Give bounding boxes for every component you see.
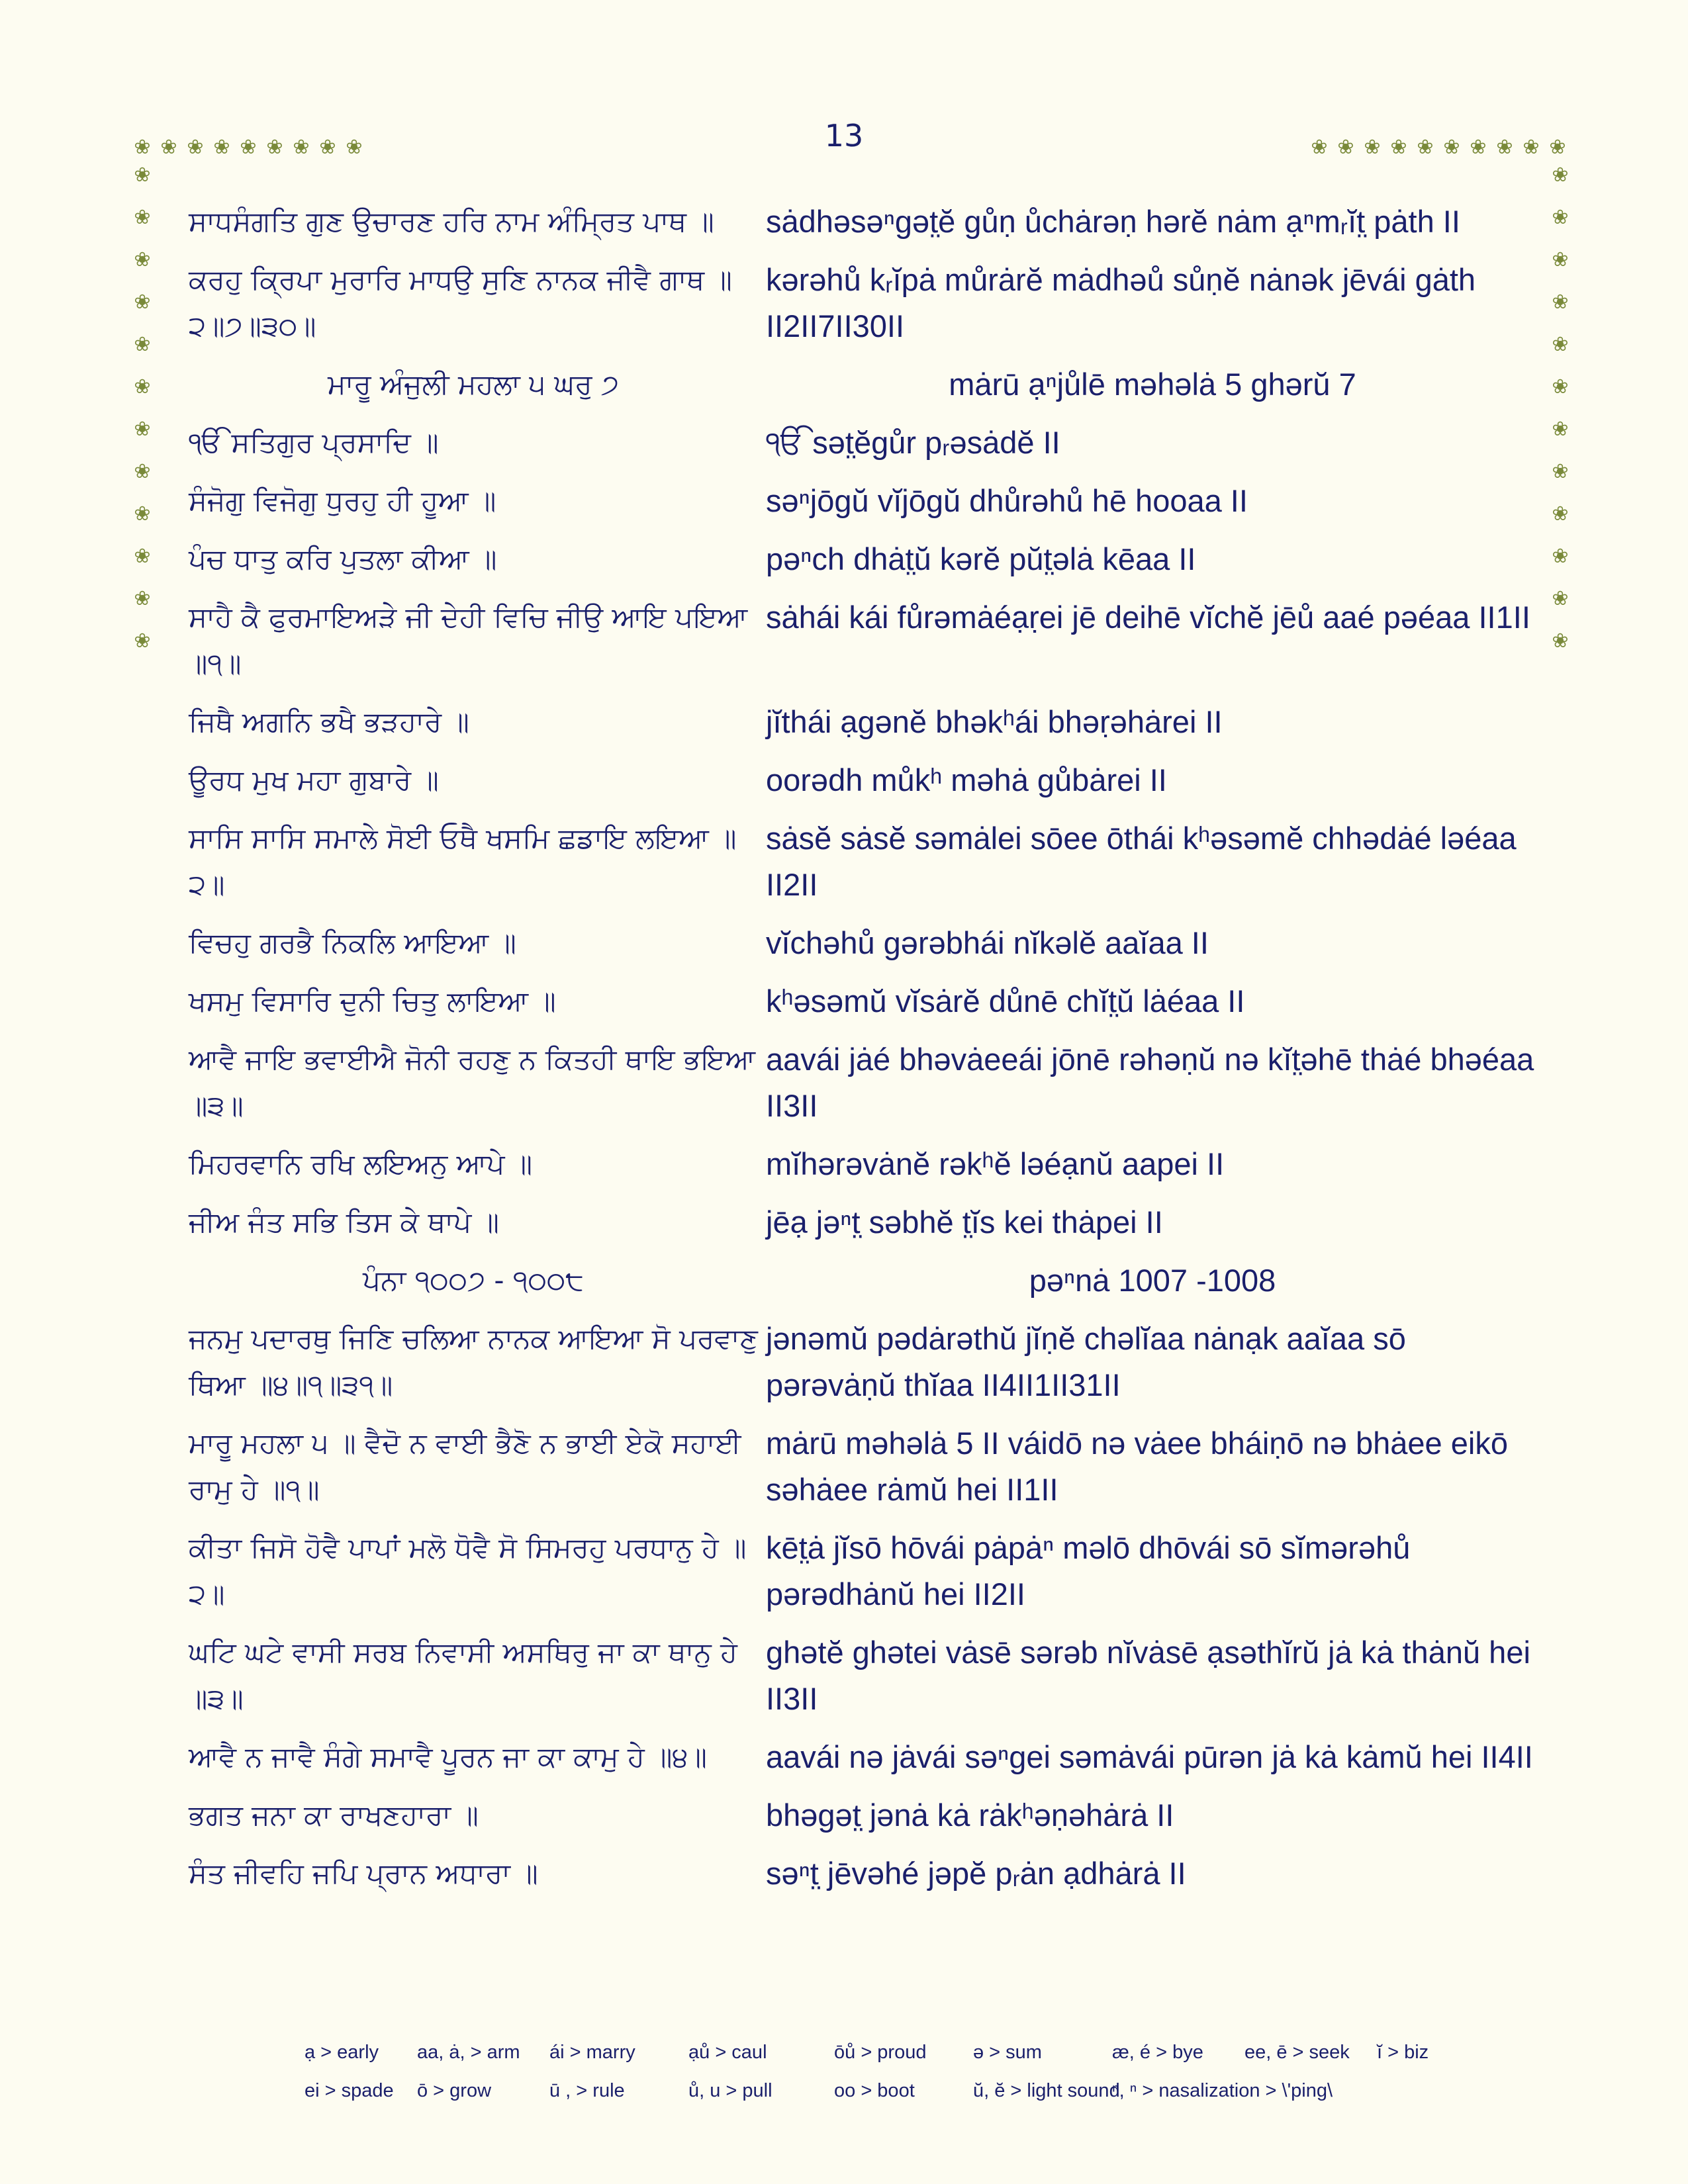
gurmukhi-text: ਆਵੈ ਜਾਇ ਭਵਾਈਐ ਜੋਨੀ ਰਹਣੁ ਨ ਕਿਤਹੀ ਥਾਇ ਭਇਆ ॥੩॥: [189, 1043, 756, 1122]
flower-icon: ❀: [1552, 629, 1569, 653]
gurmukhi-text: ਘਟਿ ਘਟੇ ਵਾਸੀ ਸਰਬ ਨਿਵਾਸੀ ਅਸਥਿਰੁ ਜਾ ਕਾ ਥਾਨੁ ਹੇ ॥੩॥: [189, 1636, 737, 1715]
verse-row: [189, 699, 1539, 745]
flower-icon: ❀: [1552, 460, 1569, 483]
flower-icon: ❀: [1549, 136, 1566, 159]
gurmukhi-text: ਸੰਜੋਗੁ ਵਿਜੋਗੁ ਧੁਰਹੁ ਹੀ ਹੂਆ ॥: [189, 484, 496, 517]
flower-icon: ❀: [1496, 136, 1513, 159]
flower-icon: ❀: [319, 136, 336, 159]
flower-icon: ❀: [1552, 418, 1569, 441]
flower-icon: ❀: [134, 248, 151, 271]
verse-row: [189, 757, 1539, 803]
flower-icon: ❀: [134, 629, 151, 653]
transliteration-text: mĭhərəvȧnĕ rəkʰĕ ləéạnŭ aapei II: [766, 1146, 1225, 1181]
flower-icon: ❀: [1390, 136, 1407, 159]
gurmukhi-text: ੴ ਸਤਿਗੁਰ ਪ੍ਰਸਾਦਿ ॥: [189, 426, 439, 459]
flower-icon: ❀: [1364, 136, 1381, 159]
key-item: ái > marry: [549, 2042, 635, 2063]
gurmukhi-text: ਮਾਰੂ ਮਹਲਾ ੫ ॥ ਵੈਦੋ ਨ ਵਾਈ ਭੈਣੋ ਨ ਭਾਈ ਏਕੋ ਸਹਾਈ ਰਾਮੁ ਹੇ ॥੧॥: [189, 1427, 741, 1506]
flower-icon: ❀: [1417, 136, 1434, 159]
key-item: ĭ > biz: [1377, 2042, 1429, 2063]
transliteration-text: kərəhů kᵣĭpȧ můrȧrĕ mȧdhəů sůṇĕ nȧnək jēvái gȧth II2II7II30II: [766, 262, 1476, 343]
verse-row: [189, 420, 1539, 466]
transliteration-text: pəⁿch dhȧt̤ŭ kərĕ pŭt̤əlȧ kēaa II: [766, 541, 1196, 576]
flower-icon: ❀: [293, 136, 310, 159]
key-row: [305, 2080, 1496, 2118]
flower-icon: ❀: [346, 136, 363, 159]
key-item: ŭ, ĕ > light sound: [973, 2080, 1120, 2101]
verse-row: [189, 1525, 1539, 1617]
verse-row: [189, 1734, 1539, 1780]
verse-row: [189, 478, 1539, 524]
flower-icon: ❀: [134, 206, 151, 229]
transliteration-text: sȧdhəsəⁿgət̤ĕ gůṇ ůchȧrəṇ hərĕ nȧm ạⁿmᵣĭt̤ pȧth II: [766, 204, 1460, 239]
key-item: ạů > caul: [688, 2042, 767, 2063]
gurmukhi-text: ਕੀਤਾ ਜਿਸੋ ਹੋਵੈ ਪਾਪਾਂ ਮਲੋ ਧੋਵੈ ਸੋ ਸਿਮਰਹੁ ਪਰਧਾਨੁ ਹੇ ॥੨॥: [189, 1531, 747, 1610]
gurmukhi-text: ਸਾਹੈ ਕੈ ਫੁਰਮਾਇਅੜੇ ਜੀ ਦੇਹੀ ਵਿਚਿ ਜੀਉ ਆਇ ਪਇਆ ॥੧॥: [189, 601, 748, 680]
verse-row: [189, 920, 1539, 966]
gurmukhi-text: ਸਾਧਸੰਗਤਿ ਗੁਣ ਉਚਾਰਣ ਹਰਿ ਨਾਮ ਅੰਮ੍ਰਿਤ ਪਾਥ ॥: [189, 205, 714, 238]
flower-icon: ❀: [134, 545, 151, 568]
transliteration-text: jĭthái ạgənĕ bhəkʰái bhəṛəhȧrei II: [766, 704, 1223, 739]
transliteration-text: aavái nə jȧvái səⁿgei səmȧvái pūrən jȧ kȧ kȧmŭ hei II4II: [766, 1739, 1533, 1774]
verse-row: [189, 1036, 1539, 1129]
flower-icon: ❀: [1443, 136, 1460, 159]
transliteration-text: ੴ sət̤ĕgůr pᵣəsȧdĕ II: [766, 425, 1060, 460]
verse-row: [189, 257, 1539, 349]
flower-icon: ❀: [1552, 163, 1569, 187]
key-item: oo > boot: [834, 2080, 915, 2101]
flower-icon: ❀: [1552, 587, 1569, 610]
gurmukhi-text: ਪੰਚ ਧਾਤੁ ਕਰਿ ਪੁਤਲਾ ਕੀਆ ॥: [189, 543, 497, 575]
flower-icon: ❀: [1552, 206, 1569, 229]
verse-row: [189, 199, 1539, 245]
flower-icon: ❀: [134, 291, 151, 314]
key-item: æ, é > bye: [1112, 2042, 1203, 2063]
section-heading-row: [189, 1257, 1539, 1304]
key-item: ū , > rule: [549, 2080, 625, 2101]
transliteration-text: sȧhái kái fůrəmȧéạṛei jē deihē vĭchĕ jēů aaé pəéaa II1II: [766, 600, 1530, 635]
flower-icon: ❀: [134, 163, 151, 187]
key-row: [305, 2042, 1496, 2080]
transliteration-text: kʰəsəmŭ vĭsȧrĕ důnē chĭt̤ŭ lȧéaa II: [766, 983, 1245, 1019]
flower-icon: ❀: [134, 333, 151, 356]
gurmukhi-text: ਮਾਰੂ ਅੰਜੁਲੀ ਮਹਲਾ ੫ ਘਰੁ ੭: [328, 368, 619, 400]
flower-icon: ❀: [266, 136, 283, 159]
flower-icon: ❀: [134, 502, 151, 525]
page-number: 13: [824, 118, 864, 154]
flower-icon: ❀: [1470, 136, 1487, 159]
gurmukhi-text: ਕਰਹੁ ਕ੍ਰਿਪਾ ਮੁਰਾਰਿ ਮਾਧਉ ਸੁਣਿ ਨਾਨਕ ਜੀਵੈ ਗਾਥ ॥੨॥੭॥੩੦॥: [189, 263, 732, 342]
gurmukhi-text: ਸਾਸਿ ਸਾਸਿ ਸਮਾਲੇ ਸੋਈ ਓਥੈ ਖਸਮਿ ਛਡਾਇ ਲਇਆ ॥੨॥: [189, 822, 737, 901]
gurmukhi-text: ਭਗਤ ਜਨਾ ਕਾ ਰਾਖਣਹਾਰਾ ॥: [189, 1799, 479, 1831]
flower-icon: ❀: [1552, 248, 1569, 271]
transliteration-text: səⁿt̤ jēvəhé jəpĕ pᵣȧn ạdhȧrȧ II: [766, 1856, 1186, 1891]
flower-icon: ❀: [187, 136, 204, 159]
flower-icon: ❀: [1311, 136, 1328, 159]
transliteration-text: mȧrū ạⁿjůlē məhəlȧ 5 ghərŭ 7: [949, 367, 1356, 402]
flower-icon: ❀: [134, 418, 151, 441]
gurmukhi-text: ਜਨਮੁ ਪਦਾਰਥੁ ਜਿਣਿ ਚਲਿਆ ਨਾਨਕ ਆਇਆ ਸੋ ਪਰਵਾਣੁ ਥਿਆ ॥੪॥੧॥੩੧॥: [189, 1322, 758, 1401]
flower-icon: ❀: [134, 375, 151, 398]
transliteration-text: pəⁿnȧ 1007 -1008: [1029, 1263, 1276, 1298]
gurmukhi-text: ਆਵੈ ਨ ਜਾਵੈ ਸੰਗੇ ਸਮਾਵੈ ਪੂਰਨ ਜਾ ਕਾ ਕਾਮੁ ਹੇ ॥੪॥: [189, 1741, 707, 1773]
transliteration-text: aavái jȧé bhəvȧeeái jōnē rəhəṇŭ nə kĭt̤əhē thȧé bhəéaa II3II: [766, 1042, 1534, 1123]
verse-row: [189, 815, 1539, 908]
section-heading-row: [189, 361, 1539, 408]
key-item: ei > spade: [305, 2080, 394, 2101]
key-item: aa, ȧ, > arm: [417, 2042, 520, 2063]
gurmukhi-text: ਪੰਨਾ ੧੦੦੭ - ੧੦੦੮: [363, 1264, 584, 1297]
transliteration-text: oorədh můkʰ məhȧ gůbȧrei II: [766, 762, 1167, 797]
gurmukhi-text: ਊਰਧ ਮੁਖ ਮਹਾ ਗੁਬਾਰੇ ॥: [189, 764, 439, 796]
gurmukhi-text: ਮਿਹਰਵਾਨਿ ਰਖਿ ਲਇਅਨੁ ਆਪੇ ॥: [189, 1148, 533, 1180]
key-item: ōů > proud: [834, 2042, 927, 2063]
transliteration-text: kēt̤ȧ jĭsō hōvái pȧpȧⁿ məlō dhōvái sō sĭmərəhů pərədhȧnŭ hei II2II: [766, 1530, 1411, 1612]
flower-icon: ❀: [134, 136, 151, 159]
gurmukhi-text: ਜਿਥੈ ਅਗਨਿ ਭਖੈ ਭੜਹਾਰੇ ॥: [189, 705, 469, 738]
flower-icon: ❀: [1337, 136, 1354, 159]
verse-row: [189, 1792, 1539, 1839]
verse-row: [189, 1629, 1539, 1722]
verse-row: [189, 978, 1539, 1024]
verse-row: [189, 1420, 1539, 1513]
transliteration-text: səⁿjōgŭ vĭjōgŭ dhůrəhů hē hooaa II: [766, 483, 1248, 518]
gurmukhi-text: ਖਸਮੁ ਵਿਸਾਰਿ ਦੁਨੀ ਚਿਤੁ ਲਾਇਆ ॥: [189, 985, 556, 1017]
key-item: ə > sum: [973, 2042, 1042, 2063]
pronunciation-key: [305, 2042, 1496, 2118]
flower-icon: ❀: [134, 460, 151, 483]
flower-icon: ❀: [160, 136, 177, 159]
flower-icon: ❀: [1552, 545, 1569, 568]
flower-icon: ❀: [1552, 333, 1569, 356]
key-item: ạ > early: [305, 2042, 379, 2063]
verse-row: [189, 1316, 1539, 1408]
verse-row: [189, 594, 1539, 687]
gurmukhi-text: ਵਿਚਹੁ ਗਰਭੈ ਨਿਕਲਿ ਆਇਆ ॥: [189, 927, 516, 959]
transliteration-text: sȧsĕ sȧsĕ səmȧlei sōee ōthái kʰəsəmĕ chhədȧé ləéaa II2II: [766, 821, 1517, 902]
gurmukhi-text: ਜੀਅ ਜੰਤ ਸਭਿ ਤਿਸ ਕੇ ਥਾਪੇ ॥: [189, 1206, 499, 1238]
transliteration-text: bhəgət̤ jənȧ kȧ rȧkʰəṇəhȧrȧ II: [766, 1797, 1174, 1833]
key-item: ⁿ, ⁿ > nasalization > \'ping\: [1112, 2080, 1333, 2101]
flower-icon: ❀: [240, 136, 257, 159]
verse-row: [189, 1850, 1539, 1897]
flower-icon: ❀: [1523, 136, 1540, 159]
verse-row: [189, 1199, 1539, 1246]
flower-icon: ❀: [213, 136, 230, 159]
key-item: ee, ē > seek: [1244, 2042, 1350, 2063]
verse-row: [189, 536, 1539, 582]
flower-icon: ❀: [134, 587, 151, 610]
transliteration-text: vĭchəhů gərəbhái nĭkəlĕ aaĭaa II: [766, 925, 1209, 960]
flower-icon: ❀: [1552, 375, 1569, 398]
transliteration-text: mȧrū məhəlȧ 5 II váidō nə vȧee bháiṇō nə bhȧee eikō səhȧee rȧmŭ hei II1II: [766, 1426, 1508, 1507]
gurmukhi-text: ਸੰਤ ਜੀਵਹਿ ਜਪਿ ਪ੍ਰਾਨ ਅਧਾਰਾ ॥: [189, 1857, 538, 1889]
flower-icon: ❀: [1552, 291, 1569, 314]
verse-row: [189, 1141, 1539, 1187]
transliteration-text: jēạ jəⁿt̤ səbhĕ t̤ĭs kei thȧpei II: [766, 1205, 1163, 1240]
transliteration-text: jənəmŭ pədȧrəthŭ jĭṇĕ chəlĭaa nȧnạk aaĭaa sō pərəvȧṇŭ thĭaa II4II1II31II: [766, 1321, 1406, 1402]
transliteration-text: ghətĕ ghətei vȧsē sərəb nĭvȧsē ạsəthĭrŭ jȧ kȧ thȧnŭ hei II3II: [766, 1635, 1530, 1716]
key-item: ō > grow: [417, 2080, 492, 2101]
key-item: ů, u > pull: [688, 2080, 773, 2101]
verse-table: [189, 199, 1539, 1909]
flower-icon: ❀: [1552, 502, 1569, 525]
